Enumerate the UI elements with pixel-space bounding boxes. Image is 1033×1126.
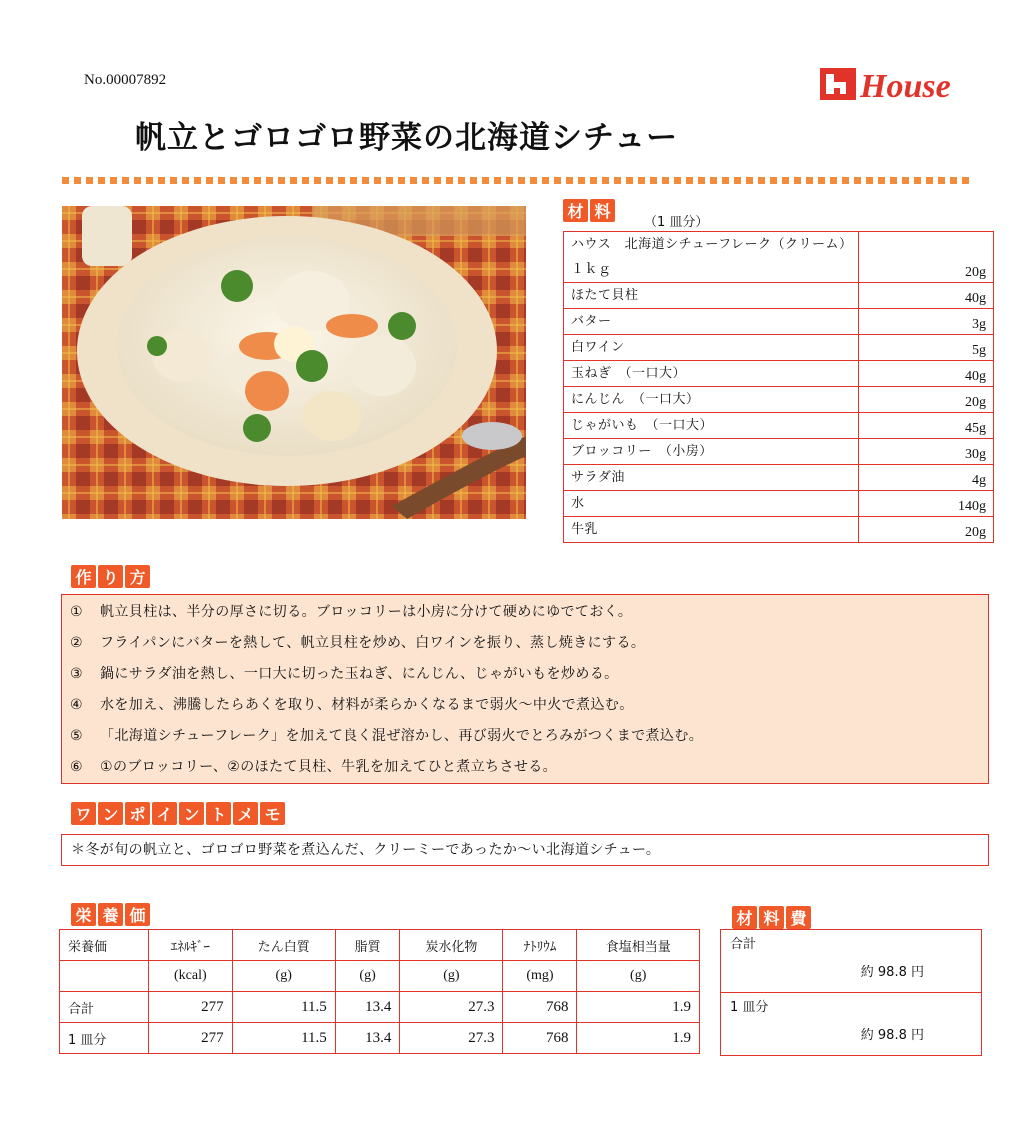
column-header: 栄養価 [60,930,149,961]
value-cell: 277 [149,992,233,1023]
tag-char: ン [179,802,204,825]
value-cell: 11.5 [232,992,335,1023]
tag-char: ワ [71,802,96,825]
column-header: 脂質 [335,930,400,961]
unit-cell: (g) [232,961,335,992]
ingredient-amount: 4g [859,465,994,491]
value-cell: 27.3 [400,992,503,1023]
table-row [60,992,700,1023]
ingredient-row [564,283,994,309]
cost-cell [721,993,982,1056]
ingredients-table [563,231,994,543]
row-label: 合計 [60,992,149,1023]
unit-cell [60,961,149,992]
ingredient-name: ハウス 北海道シチューフレーク（クリーム） １ｋｇ [564,232,859,283]
table-row [721,930,982,993]
brand-wordmark: House [860,68,951,105]
dotted-divider [62,177,974,185]
unit-cell: (g) [335,961,400,992]
ingredient-name: ブロッコリー （小房） [564,439,859,465]
ingredient-amount: 20g [859,387,994,413]
ingredient-amount: 30g [859,439,994,465]
ingredient-name: 牛乳 [564,517,859,543]
step-number: ⑥ [70,759,83,775]
tag-char: 材 [563,199,588,222]
value-cell: 768 [503,992,577,1023]
nutrition-header-row [60,930,700,961]
step-text: 帆立貝柱は、半分の厚さに切る。ブロッコリーは小房に分けて硬めにゆでておく。 [100,604,633,620]
tag-char: イ [152,802,177,825]
tag-char: 費 [786,906,811,929]
ingredient-row [564,413,994,439]
method-tag [71,565,150,588]
step-text: 水を加え、沸騰したらあくを取り、材料が柔らかくなるまで弱火～中火で煮込む。 [100,697,634,713]
step-number: ③ [70,666,83,682]
ingredient-amount: 40g [859,361,994,387]
tag-char: 養 [98,903,123,926]
value-cell: 1.9 [577,992,700,1023]
nutrition-tag [71,903,150,926]
nutrition-table [59,929,700,1054]
memo-tag [71,802,285,825]
unit-cell: (g) [400,961,503,992]
value-cell: 27.3 [400,1023,503,1054]
ingredient-row [564,439,994,465]
step-item [62,721,988,752]
tag-char: 栄 [71,903,96,926]
ingredient-name: ほたて貝柱 [564,283,859,309]
servings-label: （1 皿分） [644,215,709,230]
step-item [62,597,988,628]
table-row [721,993,982,1056]
column-header: たん白質 [232,930,335,961]
ingredient-amount: 20g [859,517,994,543]
column-header: ｴﾈﾙｷﾞｰ [149,930,233,961]
tag-char: 材 [732,906,757,929]
unit-cell: (kcal) [149,961,233,992]
column-header: ﾅﾄﾘｳﾑ [503,930,577,961]
cost-cell [721,930,982,993]
ingredient-name: 玉ねぎ （一口大） [564,361,859,387]
unit-cell: (mg) [503,961,577,992]
ingredient-row [564,387,994,413]
step-text: 鍋にサラダ油を熱し、一口大に切った玉ねぎ、にんじん、じゃがいもを炒める。 [100,666,619,682]
recipe-number: No.00007892 [84,72,167,88]
tag-char: 作 [71,565,96,588]
step-item [62,690,988,721]
step-text: 「北海道シチューフレーク」を加えて良く混ぜ溶かし、再び弱火でとろみがつくまで煮込む。 [100,728,704,744]
ingredient-row [564,361,994,387]
ingredient-name: 水 [564,491,859,517]
step-number: ① [70,604,83,620]
house-logo [820,62,980,106]
step-text: ①のブロッコリー、②のほたて貝柱、牛乳を加えてひと煮立ちさせる。 [100,759,558,775]
ingredient-row [564,491,994,517]
ingredient-amount: 20g [859,232,994,283]
value-cell: 1.9 [577,1023,700,1054]
ingredient-name: バター [564,309,859,335]
recipe-title: 帆立とゴロゴロ野菜の北海道シチュー [135,120,679,156]
value-cell: 13.4 [335,992,400,1023]
cost-amount: 約 98.8 円 [860,965,924,980]
value-cell: 13.4 [335,1023,400,1054]
tag-char: メ [233,802,258,825]
cost-label: 合計 [730,937,757,952]
memo-text: ＊冬が旬の帆立と、ゴロゴロ野菜を煮込んだ、クリーミーであったか～い北海道シチュー。 [61,834,989,866]
cost-label: 1 皿分 [730,1000,769,1015]
ingredient-amount: 5g [859,335,994,361]
step-number: ⑤ [70,728,83,744]
ingredient-name: にんじん （一口大） [564,387,859,413]
dish-photo [62,206,526,519]
ingredient-row [564,232,994,283]
ingredients-tag [563,199,615,222]
step-number: ② [70,635,83,651]
tag-char: 価 [125,903,150,926]
table-row [60,1023,700,1054]
step-number: ④ [70,697,83,713]
tag-char: ン [98,802,123,825]
column-header: 炭水化物 [400,930,503,961]
ingredient-row [564,517,994,543]
method-steps [61,594,989,784]
tag-char: り [98,565,123,588]
cost-amount: 約 98.8 円 [860,1028,924,1043]
nutrition-unit-row [60,961,700,992]
cost-table [720,929,982,1056]
unit-cell: (g) [577,961,700,992]
value-cell: 277 [149,1023,233,1054]
ingredient-name: サラダ油 [564,465,859,491]
cost-tag [732,906,811,929]
step-item [62,628,988,659]
ingredient-row [564,465,994,491]
value-cell: 768 [503,1023,577,1054]
ingredient-amount: 40g [859,283,994,309]
step-text: フライパンにバターを熱して、帆立貝柱を炒め、白ワインを振り、蒸し焼きにする。 [100,635,646,651]
column-header: 食塩相当量 [577,930,700,961]
value-cell: 11.5 [232,1023,335,1054]
ingredient-amount: 45g [859,413,994,439]
tag-char: 方 [125,565,150,588]
step-item [62,752,988,783]
tag-char: ト [206,802,231,825]
ingredient-name: 白ワイン [564,335,859,361]
tag-char: 料 [590,199,615,222]
tag-char: モ [260,802,285,825]
ingredient-row [564,309,994,335]
tag-char: ポ [125,802,150,825]
row-label: 1 皿分 [60,1023,149,1054]
ingredient-amount: 140g [859,491,994,517]
ingredient-row [564,335,994,361]
ingredient-name: じゃがいも （一口大） [564,413,859,439]
tag-char: 料 [759,906,784,929]
step-item [62,659,988,690]
ingredient-amount: 3g [859,309,994,335]
